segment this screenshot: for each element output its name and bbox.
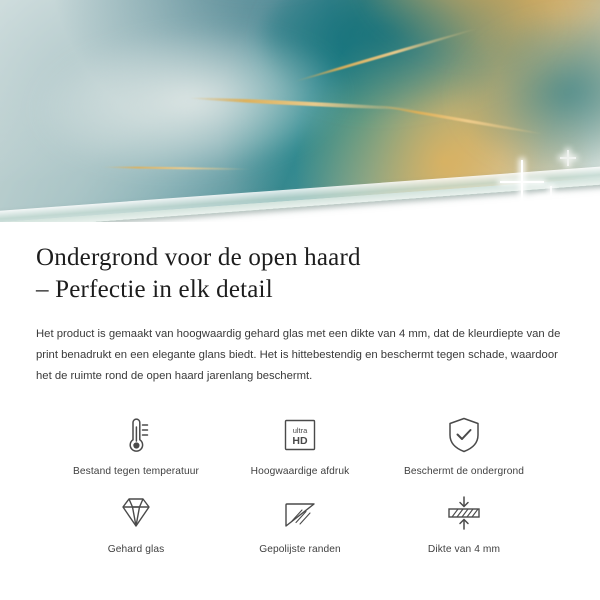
page-title-line-1: Ondergrond voor de open haard (36, 244, 361, 271)
thermometer-icon (116, 413, 156, 457)
hero-image (0, 0, 600, 222)
feature-label: Beschermt de ondergrond (403, 465, 525, 477)
feature-item-temperature (54, 413, 218, 477)
thickness-4mm-icon (442, 491, 486, 535)
page-title (36, 242, 564, 306)
feature-label: Dikte van 4 mm (427, 543, 501, 555)
svg-text:HD: HD (292, 434, 308, 447)
feature-label: Gepolijste randen (259, 543, 341, 555)
feature-label: Gehard glas (107, 543, 165, 555)
diamond-icon (115, 491, 157, 535)
feature-item-thickness (382, 491, 546, 555)
shield-check-icon (445, 413, 483, 457)
svg-text:ultra: ultra (292, 425, 308, 435)
page-title-line-2: – Perfectie in elk detail (36, 276, 273, 303)
description-text (36, 324, 564, 387)
description-paragraph: Het product is gemaakt van hoogwaardig gehard glas met een dikte van 4 mm, dat de kleurdiepte van de print benadrukt en een elegante glans biedt. Het is hittebestendig en beschermt tegen schade, waardoor het de ruimte rond de open haard jarenlang beschermt. (36, 328, 561, 382)
feature-grid (36, 413, 564, 555)
feature-item-print-quality (218, 413, 382, 477)
polished-edges-icon (282, 491, 318, 535)
feature-label: Hoogwaardige afdruk (250, 465, 350, 477)
feature-item-tempered-glass (54, 491, 218, 555)
ultra-hd-icon (283, 413, 317, 457)
sparkle-icon (538, 186, 564, 212)
feature-item-polished-edges (218, 491, 382, 555)
glass-panel-artwork (0, 0, 600, 222)
feature-item-surface-protection (382, 413, 546, 477)
content-block (0, 222, 600, 555)
feature-label: Bestand tegen temperatuur (73, 465, 199, 477)
